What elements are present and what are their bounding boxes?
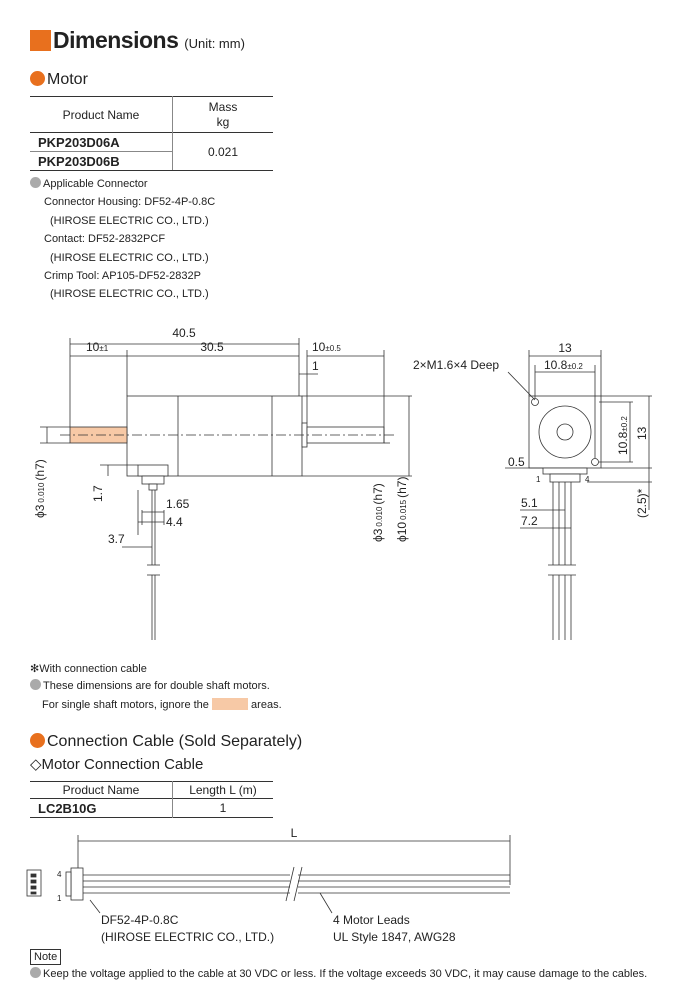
cable-subheading: ◇Motor Connection Cable (30, 756, 204, 773)
note-label: Note (30, 949, 61, 965)
dim-10-8-side: 10.8±0.2 (616, 416, 630, 455)
dim-L: L (290, 826, 298, 840)
title-marker (30, 30, 51, 51)
col-length: Length L (m) (173, 782, 274, 799)
col-mass: Mass kg (173, 97, 274, 133)
connector-side (71, 868, 83, 900)
dim-3-7: 3.7 (108, 532, 125, 546)
cable-drawing (0, 825, 678, 947)
dim-13-top: 13 (558, 341, 572, 355)
dim-phi3-right: ϕ30.010(h7) (371, 483, 385, 542)
col-product-name: Product Name (62, 107, 140, 122)
product-b: PKP203D06B (38, 153, 120, 169)
maker-label: (HIROSE ELECTRIC CO., LTD.) (101, 930, 275, 944)
cable-product: LC2B10G (38, 800, 97, 816)
connector-info: Applicable Connector Connector Housing: DF52-4P-0.8C (HIROSE ELECTRIC CO., LTD.) Contact: DF52-2832PCF (HIROSE ELECTRIC CO., LTD.) Crimp Tool: AP105-DF52-2832P (HIROSE ELECTRIC CO., LTD.) (30, 175, 215, 304)
mass-value: 0.021 (173, 133, 274, 171)
single-shaft-note: For single shaft motors, ignore the areas. (42, 699, 282, 711)
front-view (529, 396, 601, 468)
dim-13-side: 13 (635, 426, 649, 440)
dim-phi10: ϕ100.015(h7) (395, 476, 409, 542)
orange-bullet-icon (30, 71, 45, 86)
cable-table (30, 781, 273, 818)
dim-5-1: 5.1 (521, 496, 538, 510)
dim-1-65: 1.65 (166, 497, 190, 511)
gray-bullet-icon (30, 679, 41, 690)
product-a: PKP203D06A (38, 134, 120, 150)
dim-0-5: 0.5 (508, 455, 525, 469)
motor-heading: Motor (30, 71, 88, 89)
dim-30-5: 30.5 (200, 340, 224, 354)
dim-4-4: 4.4 (166, 515, 183, 529)
cable-heading: Connection Cable (Sold Separately) (30, 733, 302, 751)
pin-4: 4 (585, 475, 590, 484)
dim-1-7: 1.7 (91, 485, 105, 502)
note-text: Keep the voltage applied to the cable at 30 VDC or less. If the voltage exceeds 30 VDC, it may cause damage to the cables. (30, 965, 647, 983)
unit-label: (Unit: mm) (184, 36, 245, 51)
dim-10-8-top: 10.8±0.2 (544, 358, 583, 372)
cable-pin-1: 1 (57, 894, 62, 903)
gray-bullet-icon (30, 967, 41, 978)
star-note: ✻With connection cable (30, 663, 147, 675)
screw-label: 2×M1.6×4 Deep (413, 358, 500, 372)
housing-label: DF52-4P-0.8C (101, 913, 179, 927)
ul-style-label: UL Style 1847, AWG28 (333, 930, 456, 944)
orange-bullet-icon (30, 733, 45, 748)
highlight-swatch (212, 698, 248, 710)
dim-2-5: (2.5)* (635, 488, 649, 518)
gray-bullet-icon (30, 177, 41, 188)
dim-1: 1 (312, 359, 319, 373)
cable-pin-4: 4 (57, 870, 62, 879)
col-product-name: Product Name (62, 783, 140, 797)
dim-10-right: 10±0.5 (312, 340, 341, 354)
motor-body (127, 396, 302, 476)
pin-1: 1 (536, 475, 541, 484)
dimension-drawing (0, 310, 678, 660)
cable-length: 1 (173, 799, 274, 818)
leads-label: 4 Motor Leads (333, 913, 410, 927)
motor-table (30, 96, 273, 171)
dim-phi3-left: ϕ30.010(h7) (33, 459, 47, 518)
dim-10: 10±1 (86, 340, 109, 354)
page-title: Dimensions (Unit: mm) (53, 27, 245, 53)
dim-40-5: 40.5 (172, 326, 196, 340)
double-shaft-note: These dimensions are for double shaft motors. (30, 677, 270, 695)
dim-7-2: 7.2 (521, 514, 538, 528)
